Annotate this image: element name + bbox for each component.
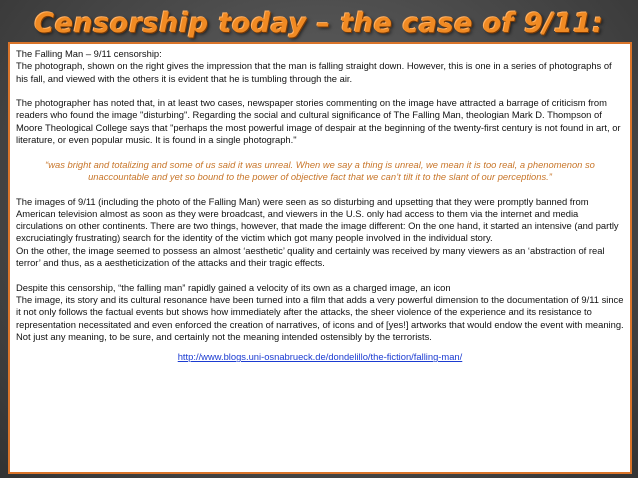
spacer (16, 146, 624, 158)
block-quote: “was bright and totalizing and some of us said it was unreal. When we say a thing is unreal, we mean it is too real, a phenomenon so unaccountable and yet so bound to the power of objective fact that we can’t tilt it to the slant of our perceptions.” (45, 158, 595, 182)
section-heading: The Falling Man – 9/11 censorship: (16, 48, 162, 59)
paragraph-icon: Despite this censorship, “the falling man” rapidly gained a velocity of its own as a charged image, an icon (16, 281, 451, 293)
spacer (16, 269, 624, 281)
paragraph-aesthetic: On the other, the image seemed to possess an almost ‘aesthetic’ quality and certainly was received by many viewers as an ‘abstraction of real terror’ and thus, as a aestheticization of the attacks and their tragic effects. (16, 244, 605, 269)
source-link-row (16, 351, 624, 363)
spacer (16, 183, 624, 195)
content-panel (8, 42, 632, 474)
paragraph-banned-images: The images of 9/11 (including the photo of the Falling Man) were seen as so disturbing and upsetting that they were promptly banned from American television almost as soon as they were broadcast, and viewers in the U.S. only had access to them via the internet and media circulations on other continents. There are two things, however, that made the image different: On the one hand, it started an intensive (and partly excruciatingly frustrating) search for the identity of the victim which got many people involved in the individual story. (16, 195, 619, 244)
source-link[interactable]: http://www.blogs.uni-osnabrueck.de/dondelillo/the-fiction/falling-man/ (177, 351, 463, 363)
paragraph-film: The image, its story and its cultural resonance have been turned into a film that adds a very powerful dimension to the documentation of 9/11 since it not only follows the factual events but shows how immediately after the attacks, the sheer violence of the experience and its resistance to representation necessitated and even enforced the creation of narratives, of icons and of [yes!] artworks that would endow the event with meaning. Not just any meaning, to be sure, and certainly not the meaning intended ostensibly by the terrorists. (16, 293, 624, 342)
paragraph-photographer: The photographer has noted that, in at least two cases, newspaper stories commenting on the image have attracted a barrage of criticism from readers who found the image "disturbing". Regarding the social and cultural significance of The Falling Man, theologian Mark D. Thompson of Moore Theological College says that "perhaps the most powerful image of despair at the beginning of the twenty-first century is not found in art, or literature, or even popular music. It is found in a single photograph." (16, 97, 621, 146)
paragraph-photograph: The photograph, shown on the right gives the impression that the man is falling straight down. However, this is one in a series of photographs of his fall, and viewed with the others it is evident that he is tumbling through the air. (16, 60, 612, 84)
spacer (16, 85, 624, 97)
slide-title: Censorship today – the case of 9/11: (34, 8, 604, 39)
